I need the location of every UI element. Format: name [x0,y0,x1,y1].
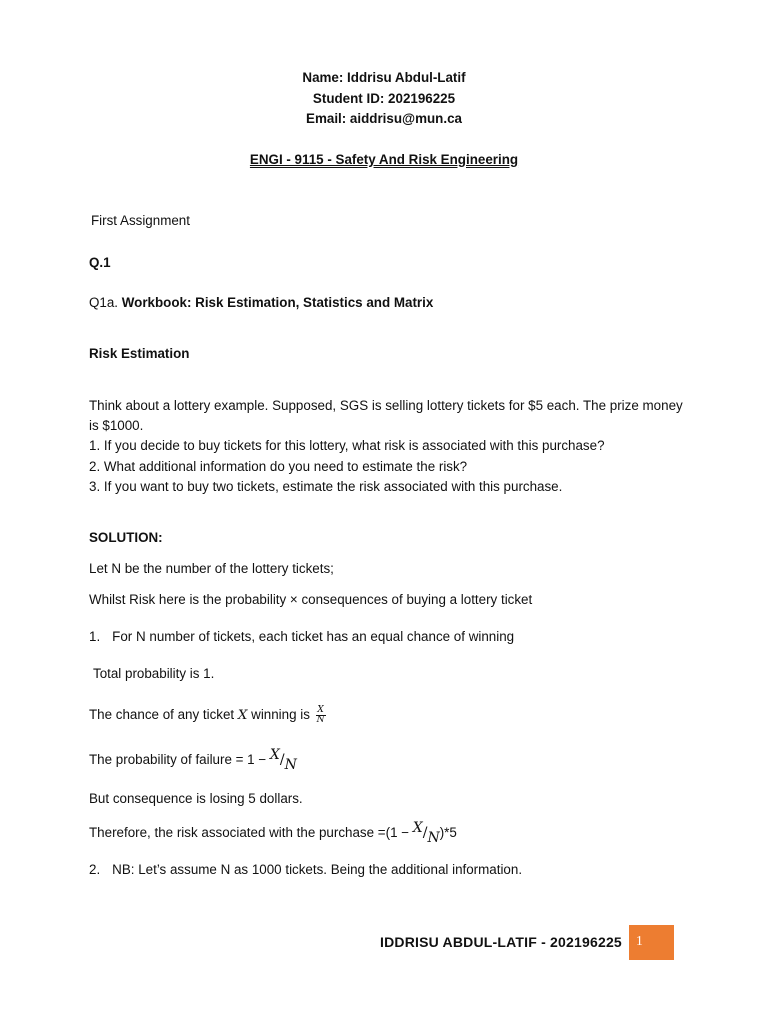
student-email: Email: aiddrisu@mun.ca [306,111,462,126]
assignment-label: First Assignment [91,213,190,228]
question-2: 2. What additional information do you need to estimate the risk? [89,459,468,474]
footer-name: IDDRISU ABDUL-LATIF - 202196225 [380,934,622,950]
consequence-text: But consequence is losing 5 dollars. [89,791,303,806]
whilst-text: Whilst Risk here is the probability × consequences of buying a lottery ticket [89,592,533,607]
risk-slash-denominator: N [427,830,440,846]
question-1: 1. If you decide to buy tickets for this lottery, what risk is associated with this purchase? [89,438,605,453]
step-2-number: 2. [89,862,101,877]
q1a-prefix: Q1a. [89,295,122,310]
risk-suffix: )*5 [439,825,457,840]
question-heading: Q.1 [89,255,111,270]
chance-variable: X [237,708,248,723]
student-name: Name: Iddrisu Abdul-Latif [302,70,466,85]
page-number-badge: 1 [629,925,674,960]
q1a-title: Workbook: Risk Estimation, Statistics and Matrix [121,295,434,310]
failure-prefix: The probability of failure = 1 − [89,752,270,767]
course-title-wrap [0,151,768,168]
chance-prefix: The chance of any ticket [89,707,238,722]
failure-line [89,748,297,773]
fraction-numerator: X [317,704,324,715]
step-1 [89,628,514,645]
chance-mid: winning is [247,707,314,722]
step-2-text: NB: Let’s assume N as 1000 tickets. Being the additional information. [112,862,523,877]
step-1-number: 1. [89,629,101,644]
fraction-x-over-n [316,706,326,725]
page-footer [380,925,674,959]
fraction-denominator: N [316,714,325,725]
step-2 [89,861,522,878]
solution-heading: SOLUTION: [89,530,163,545]
risk-line [89,821,457,846]
slash-fraction: X/N [269,747,297,773]
risk-prefix: Therefore, the risk associated with the purchase =(1 − [89,825,413,840]
risk-slash-fraction: X/N [412,820,440,846]
q1a-heading [89,294,433,311]
prompt-line-1: Think about a lottery example. Supposed, SGS is selling lottery tickets for $5 each. The prize money [89,398,683,413]
slash-denominator: N [284,757,297,773]
student-id: Student ID: 202196225 [312,91,456,106]
section-heading: Risk Estimation [89,346,190,361]
risk-slash-numerator: X [412,820,423,836]
let-n-text: Let N be the number of the lottery tickets; [89,561,334,576]
chance-line [89,701,326,730]
slash-numerator: X [269,747,280,763]
question-3: 3. If you want to buy two tickets, estimate the risk associated with this purchase. [89,479,563,494]
step-1-text: For N number of tickets, each ticket has an equal chance of winning [112,629,515,644]
total-probability: Total probability is 1. [93,666,215,681]
course-title: ENGI - 9115 - Safety And Risk Engineering [249,152,519,167]
prompt-line-2: is $1000. [89,418,144,433]
